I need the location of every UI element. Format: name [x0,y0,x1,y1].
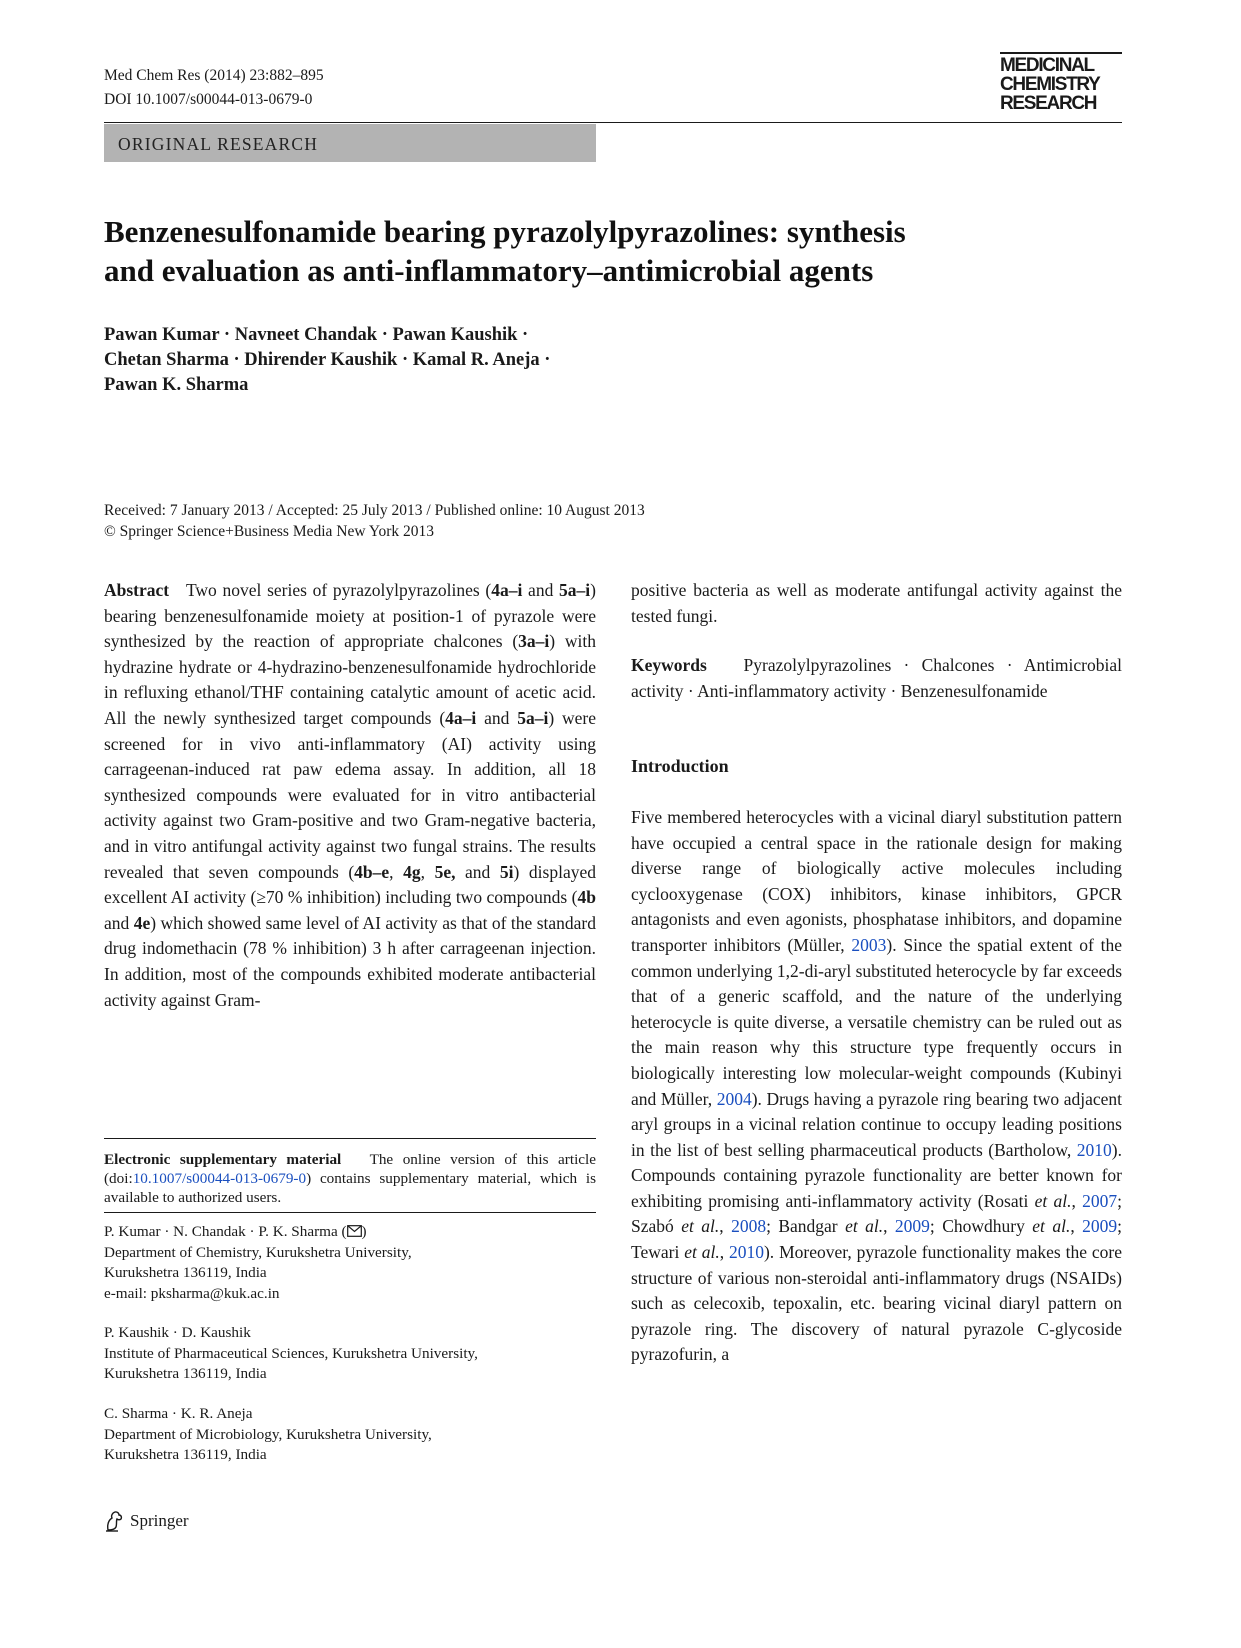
abstract-continuation: positive bacteria as well as moderate antifungal activity against the tested fungi. [631,580,1122,626]
introduction-paragraph: Five membered heterocycles with a vicinal diaryl substitution pattern have occupied a central space in the rationale design for making diverse range of biologically active molecules including cyclooxygenase (COX) inhibitors, kinase inhibitors, GPCR antagonists and even agonists, phosphatase inhibitors, and dopamine transporter inhibitors (Müller, 2003). Since the spatial extent of the common underlying 1,2-di-aryl substituted heterocycle by far exceeds that of a generic scaffold, and the nature of the underlying heterocycle is quite diverse, a versatile chemistry can be ruled out as the main reason why this structure type frequently occurs in biologically interesting low molecular-weight compounds (Kubinyi and Müller, 2004). Drugs having a pyrazole ring bearing two adjacent aryl groups in a vicinal relation continue to occupy leading positions in the list of best selling pharmaceutical products (Bartholow, 2010). Compounds containing pyrazole functionality are better known for exhibiting promising anti-inflammatory activity (Rosati et al., 2007; Szabó et al., 2008; Bandgar et al., 2009; Chowdhury et al., 2009; Tewari et al., 2010). Moreover, pyrazole functionality makes the core structure of various non-steroidal anti-inflammatory drugs (NSAIDs) such as celecoxib, tepoxalin, etc. bearing vicinal diaryl pattern on pyrazole ring. The discovery of natural pyrazole C-glycoside pyrazofurin, a [631,806,1123,1365]
journal-logo [1000,52,1122,113]
citation-link[interactable]: 2009 [894,1216,930,1237]
publisher-footer [104,1510,189,1532]
authors-line-1: Pawan Kumar · Navneet Chandak · Pawan Kaushik · [104,325,529,345]
citation-link[interactable]: 2008 [731,1216,767,1237]
citation-link[interactable]: 2003 [851,934,887,955]
title-line-1: Benzenesulfonamide bearing pyrazolylpyrazolines: synthesis [104,214,906,249]
abstract-label: Abstract [104,580,170,600]
keywords-list: Pyrazolylpyrazolines · Chalcones · Antimicrobial activity · Anti-inflammatory activity · Benzenesulfonamide [631,655,1122,701]
abstract-column [104,578,596,1013]
publisher-name: Springer [130,1511,189,1530]
abstract-paragraph: Abstract Two novel series of pyrazolylpyrazolines (4a–i and 5a–i) bearing benzenesulfonamide moiety at position-1 of pyrazole were synthesized by the reaction of appropriate chalcones (3a–i) with hydrazine hydrate or 4-hydrazino-benzenesulfonamide hydrochloride in refluxing ethanol/THF containing catalytic amount of acetic acid. All the newly synthesized target compounds (4a–i and 5a–i) were screened for in vivo anti-inflammatory (AI) activity using carrageenan-induced rat paw edema assay. In addition, all 18 synthesized compounds were evaluated for in vitro antibacterial activity against two Gram-positive and two Gram-negative bacteria, and in vitro antifungal activity against two fungal strains. The results revealed that seven compounds (4b–e, 4g, 5e, and 5i) displayed excellent AI activity (≥70 % inhibition) including two compounds (4b and 4e) which showed same level of AI activity as that of the standard drug indomethacin (78 % inhibition) 3 h after carrageenan injection. In addition, most of the compounds exhibited moderate antibacterial activity against Gram- [104,580,596,1010]
section-label-band [104,124,596,162]
title-line-2: and evaluation as anti-inflammatory–antimicrobial agents [104,253,874,288]
journal-citation: Med Chem Res (2014) 23:882–895 [104,67,324,84]
author-list [104,323,704,398]
citation-link[interactable]: 2004 [716,1088,752,1109]
affiliation-pharmaceutical: P. Kaushik · D. Kaushik Institute of Pharmaceutical Sciences, Kurukshetra University, Kurukshetra 136119, India [104,1324,478,1382]
introduction-heading: Introduction [631,756,729,777]
envelope-icon[interactable] [347,1225,362,1237]
authors-line-3: Pawan K. Sharma [104,375,249,395]
header-divider [104,122,1122,123]
esm-label: Electronic supplementary material [104,1151,342,1168]
publication-dates: Received: 7 January 2013 / Accepted: 25 July 2013 / Published online: 10 August 2013 [104,502,645,519]
doi-link[interactable]: 10.1007/s00044-013-0679-0 [132,1170,307,1187]
keywords-paragraph [631,653,1122,704]
citation-link[interactable]: 2010 [1076,1139,1112,1160]
springer-horse-icon [104,1510,124,1532]
affiliation-chemistry: P. Kumar · N. Chandak · P. K. Sharma ( ) Department of Chemistry, Kurukshetra University, Kurukshetra 136119, India e-mail: pksharma@kuk.ac.in [104,1222,596,1304]
logo-line-3: RESEARCH [1000,93,1097,114]
citation-link[interactable]: 2007 [1082,1190,1118,1211]
supplementary-note: Electronic supplementary material The online version of this article (doi:10.1007/s00044-013-0679-0) contains supplementary material, which is available to authorized users. [104,1151,596,1206]
authors-line-2: Chetan Sharma · Dhirender Kaushik · Kamal R. Aneja · [104,350,551,370]
logo-line-2: CHEMISTRY [1000,74,1100,95]
logo-line-1: MEDICINAL [1000,55,1094,76]
article-title [104,212,1114,290]
article-history [104,500,645,542]
section-label: ORIGINAL RESEARCH [118,134,319,154]
copyright-notice: © Springer Science+Business Media New York 2013 [104,523,435,540]
citation-link[interactable]: 2010 [728,1242,764,1263]
journal-reference [104,64,324,112]
author-email[interactable]: e-mail: pksharma@kuk.ac.in [104,1284,280,1302]
footnote-divider [104,1138,596,1139]
journal-doi: DOI 10.1007/s00044-013-0679-0 [104,91,313,108]
affiliation-microbiology: C. Sharma · K. R. Aneja Department of Microbiology, Kurukshetra University, Kurukshetra 136119, India [104,1405,432,1463]
affiliation-divider [104,1212,596,1213]
keywords-label: Keywords [631,655,707,676]
right-column [631,578,1122,1368]
citation-link[interactable]: 2009 [1082,1216,1118,1237]
